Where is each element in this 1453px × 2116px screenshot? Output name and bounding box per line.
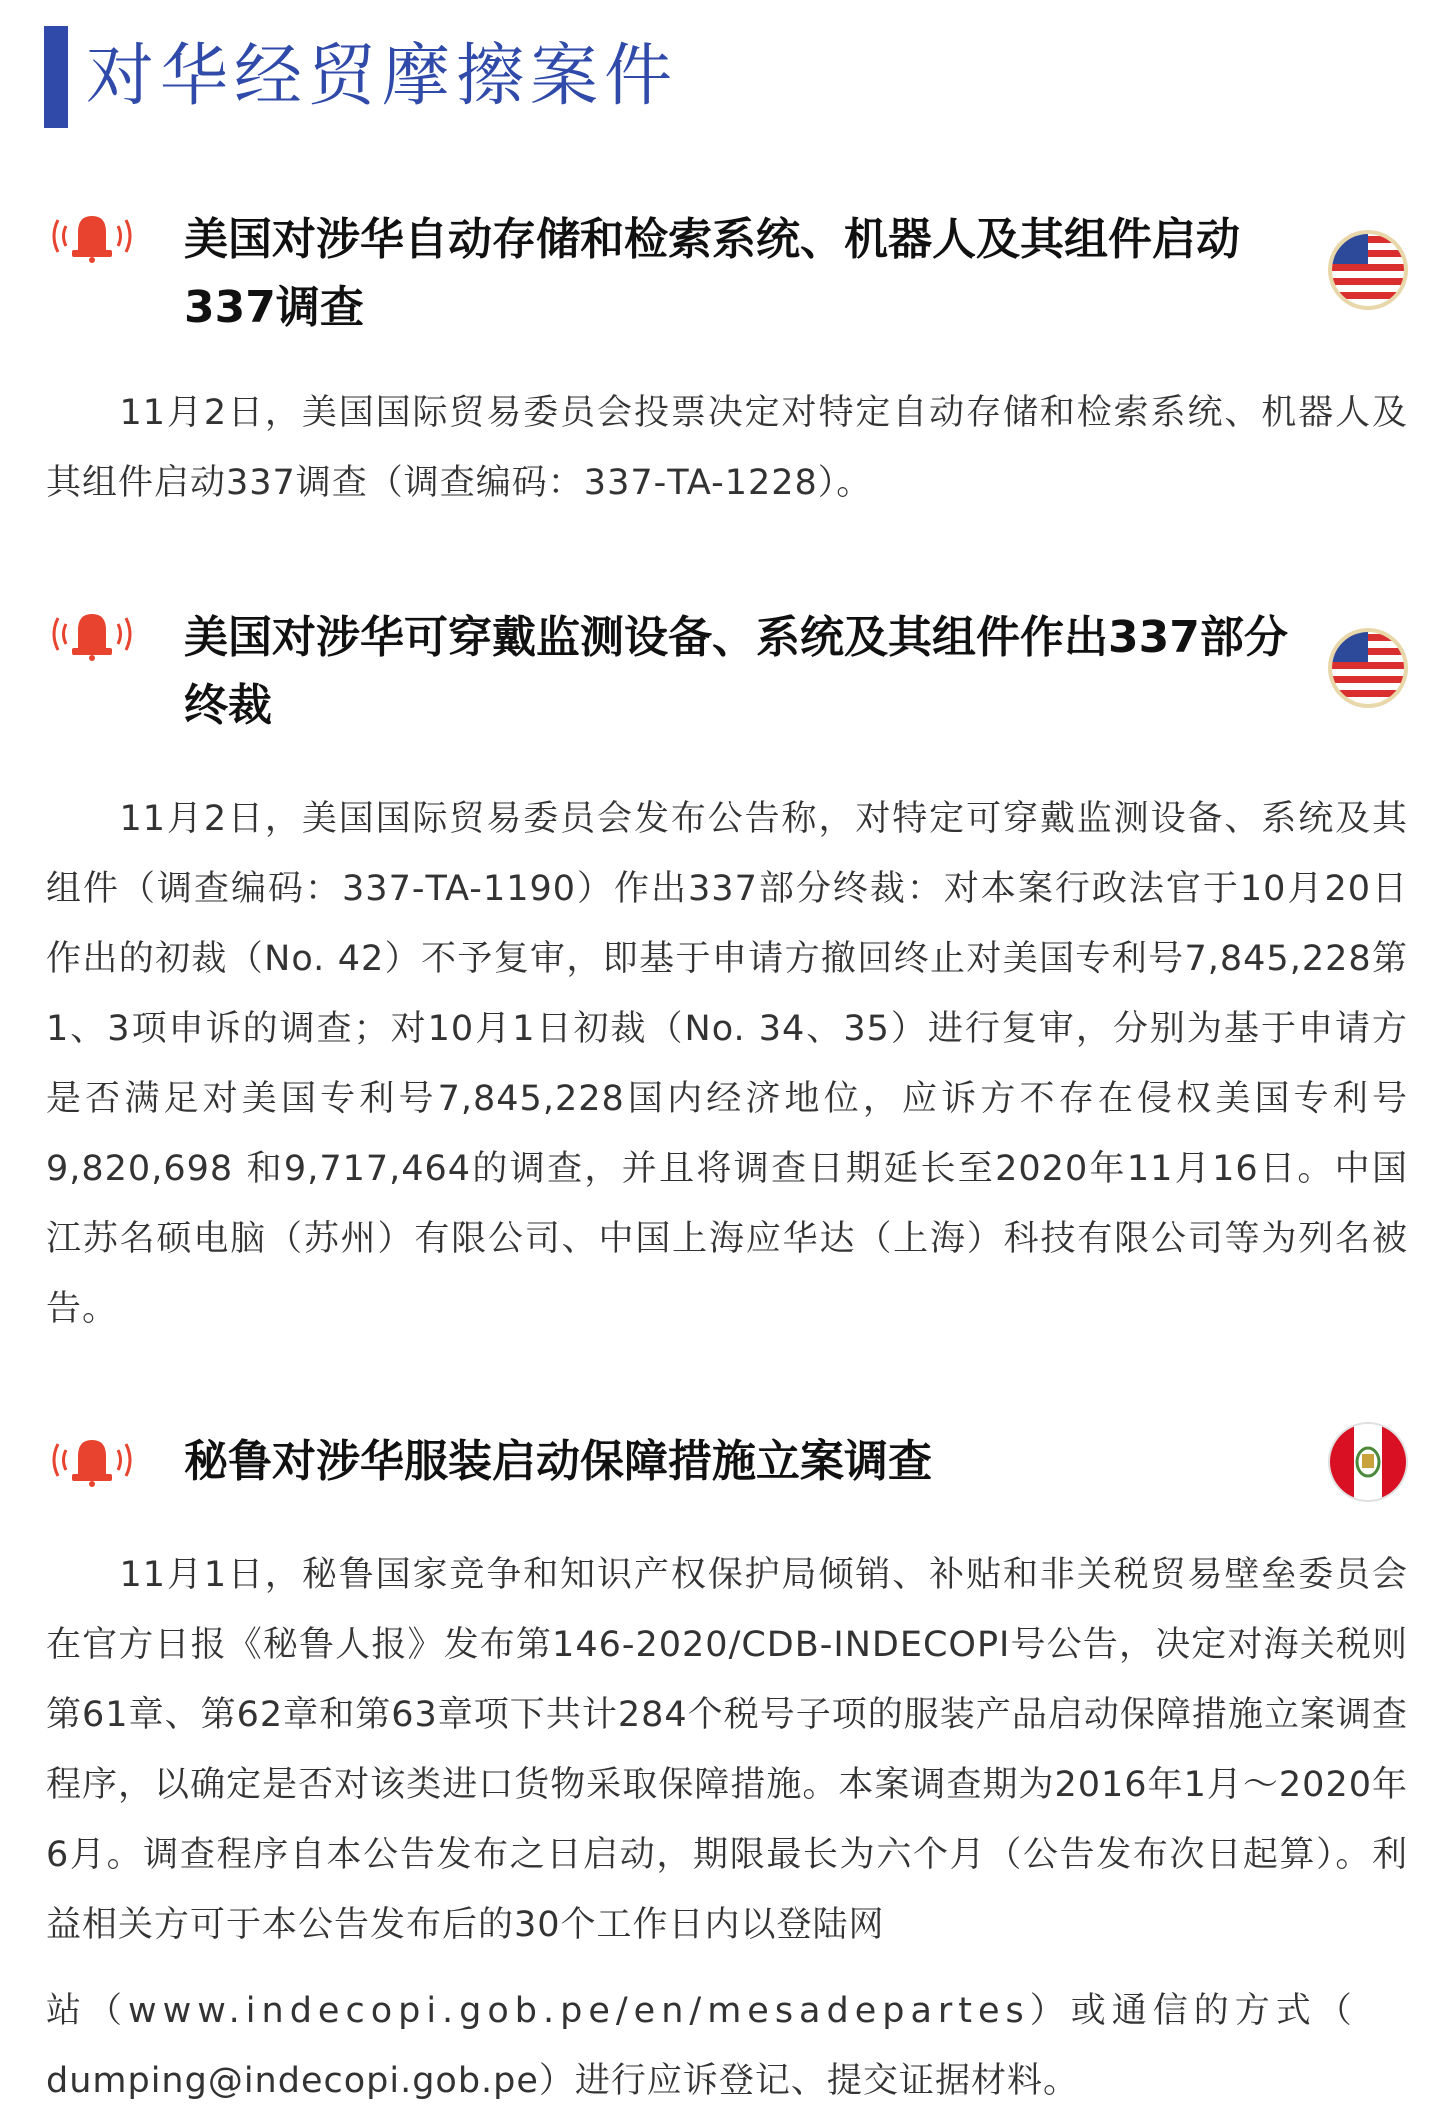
peru-flag-icon: [1326, 1420, 1410, 1504]
case-email-line: dumping@indecopi.gob.pe）进行应诉登记、提交证据材料。: [46, 2061, 1079, 2101]
us-flag-icon: [1326, 228, 1410, 312]
alarm-bell-icon: [44, 1430, 140, 1490]
page-title: 对华经贸摩擦案件: [86, 37, 679, 116]
header-accent-bar: [44, 26, 68, 128]
case-title-1: 美国对涉华自动存储和检索系统、机器人及其组件启动 337调查: [184, 214, 1240, 333]
us-flag-icon: [1326, 626, 1410, 710]
case-paragraph-1: 11月2日，美国国际贸易委员会投票决定对特定自动存储和检索系统、机器人及其组件启动337调查（调查编码：337-TA-1228）。: [46, 393, 1408, 503]
page-header: [44, 26, 678, 128]
alarm-bell-icon: [44, 604, 140, 664]
case-paragraph-2: 11月2日，美国国际贸易委员会发布公告称，对特定可穿戴监测设备、系统及其组件（调查编码：337-TA-1190）作出337部分终裁：对本案行政法官于10月20日作出的初裁（No. 42）不予复审，即基于申请方撤回终止对美国专利号7,845,228第1、3项申诉的调查；对10月1日初裁（No. 34、35）进行复审，分别为基于申请方是否满足对美国专利号7,845,228国内经济地位，应诉方不存在侵权美国专利号9,820,698 和9,717,464的调查，并且将调查日期延长至2020年11月16日。中国江苏名硕电脑（苏州）有限公司、中国上海应华达（上海）科技有限公司等为列名被告。: [46, 799, 1408, 1329]
case-title-3: 秘鲁对涉华服装启动保障措施立案调查: [184, 1436, 932, 1487]
case-paragraph-3: 11月1日，秘鲁国家竞争和知识产权保护局倾销、补贴和非关税贸易壁垒委员会在官方日报《秘鲁人报》发布第146-2020/CDB-INDECOPI号公告，决定对海关税则第61章、第62章和第63章项下共计284个税号子项的服装产品启动保障措施立案调查程序，以确定是否对该类进口货物采取保障措施。本案调查期为2016年1月～2020年6月。调查程序自本公告发布之日启动，期限最长为六个月（公告发布次日起算）。利益相关方可于本公告发布后的30个工作日内以登陆网: [46, 1555, 1408, 1945]
case-url-line: 站（www.indecopi.gob.pe/en/mesadepartes）或通信的方式（: [46, 1991, 1358, 2031]
case-title-2: 美国对涉华可穿戴监测设备、系统及其组件作出337部分 终裁: [184, 612, 1288, 731]
alarm-bell-icon: [44, 206, 140, 266]
